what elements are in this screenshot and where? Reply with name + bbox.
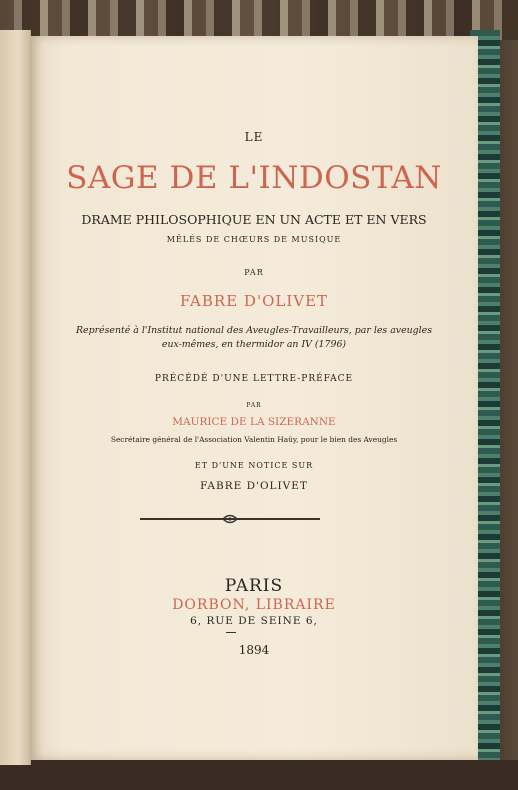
par-label-2: PAR (246, 402, 262, 409)
subtitle-music: MÊLÉS DE CHŒURS DE MUSIQUE (166, 235, 342, 244)
title-le: LE (244, 130, 264, 144)
rule-ornament-icon (222, 512, 238, 526)
preface-author: MAURICE DE LA SIZERANNE (172, 416, 336, 428)
performance-note-2: eux-mêmes, en thermidor an IV (1796) (161, 339, 347, 350)
publisher-name: DORBON, LIBRAIRE (172, 597, 336, 613)
par-label: PAR (244, 268, 264, 277)
main-title: SAGE DE L'INDOSTAN (66, 160, 442, 196)
preface-author-role: Secrétaire général de l'Association Valentin Haüy, pour le bien des Aveugles (110, 435, 398, 444)
publisher-address: 6, RUE DE SEINE 6, (190, 615, 318, 627)
performance-note-1: Représenté à l'Institut national des Aveugles-Travailleurs, par les aveugles (75, 325, 433, 336)
imprint-city: PARIS (224, 576, 284, 596)
subtitle-drama: DRAME PHILOSOPHIQUE EN UN ACTE ET EN VERS (81, 212, 427, 227)
divider-dash (226, 632, 236, 633)
author-name: FABRE D'OLIVET (179, 292, 329, 310)
preface-label: PRÉCÉDÉ D'UNE LETTRE-PRÉFACE (154, 374, 354, 384)
publication-year: 1894 (238, 643, 270, 657)
notice-label: ET D'UNE NOTICE SUR (194, 461, 314, 470)
book-spines (0, 0, 518, 40)
left-page-edge (0, 30, 31, 765)
notice-author: FABRE D'OLIVET (200, 480, 308, 492)
shelf-bottom (0, 760, 518, 790)
